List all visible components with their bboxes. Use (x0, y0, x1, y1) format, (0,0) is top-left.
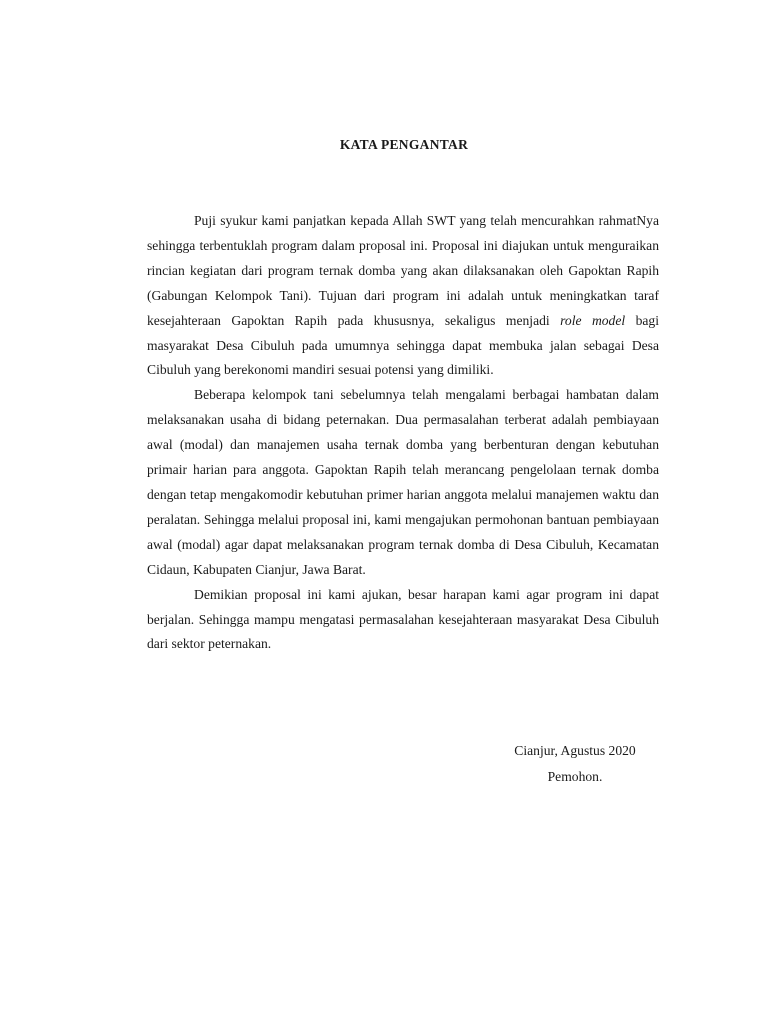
paragraph-1-text-end: bagi masyarakat Desa Cibuluh pada umumnya sehingga dapat membuka jalan sebagai Desa Cibuluh yang berekonomi mandiri sesuai potensi yang dimiliki. (147, 312, 660, 378)
paragraph-2: Beberapa kelompok tani sebelumnya telah mengalami berbagai hambatan dalam melaksanakan usaha di bidang peternakan. Dua permasalahan terberat adalah pembiayaan awal (modal) dan manajemen usaha ternak domba yang berbenturan dengan kebutuhan primair harian para anggota. Gapoktan Rapih telah merancang pengelolaan ternak domba dengan tetap mengakomodir kebutuhan primer harian anggota melalui manajemen waktu dan peralatan. Sehingga melalui proposal ini, kami mengajukan permohonan bantuan pembiayaan awal (modal) agar dapat melaksanakan program ternak domba di Desa Cibuluh, Kecamatan Cidaun, Kabupaten Cianjur, Jawa Barat. (147, 387, 659, 577)
italic-term: role model (560, 312, 626, 328)
page-title: KATA PENGANTAR (339, 137, 469, 152)
document-body (147, 209, 659, 657)
signature-block (490, 738, 660, 790)
signer-label: Pemohon. (547, 769, 603, 784)
paragraph-1 (147, 209, 659, 383)
paragraph-3: Demikian proposal ini kami ajukan, besar harapan kami agar program ini dapat berjalan. Sehingga mampu mengatasi permasalahan kesejahteraan masyarakat Desa Cibuluh dari sektor peternakan. (147, 586, 659, 652)
paragraph-1-text-start: Puji syukur kami panjatkan kepada Allah SWT yang telah mencurahkan rahmatNya sehingga terbentuklah program dalam proposal ini. Proposal ini diajukan untuk menguraikan rincian kegiatan dari program ternak domba yang akan dilaksanakan oleh Gapoktan Rapih (Gabungan Kelompok Tani). Tujuan dari program ini adalah untuk meningkatkan taraf kesejahteraan Gapoktan Rapih pada khususnya, sekaligus menjadi (147, 213, 659, 328)
place-date: Cianjur, Agustus 2020 (514, 743, 636, 758)
